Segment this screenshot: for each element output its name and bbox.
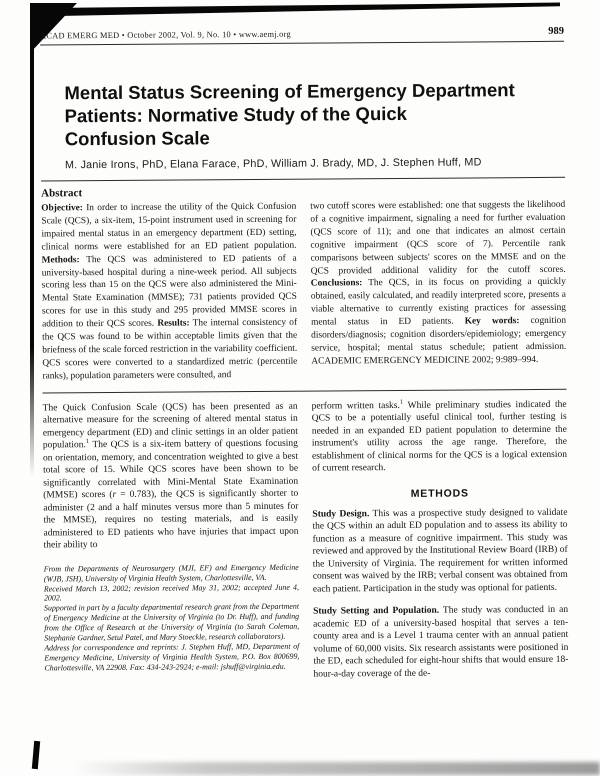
continuation-paragraph: perform written tasks.$^1$ While preliminary studies indicated the QCS to be a potentially useful clinical tool, further testing is needed in an expanded ED patient population to determine the instrument's utility across the age range. Therefore, the establishment of clinical norms for the QCS is a logical extension of current research. (311, 398, 568, 474)
body-column-left (43, 400, 300, 682)
scan-bottom-left-artifact (32, 741, 40, 769)
body-section (43, 398, 569, 682)
article-title (64, 78, 564, 150)
methods-heading: METHODS (410, 487, 469, 500)
title-line-2: Patients: Normative Study of the Quick (64, 102, 408, 127)
abstract-heading: Abstract (41, 187, 83, 200)
abstract-columns (41, 199, 566, 383)
title-line-3: Confusion Scale (64, 127, 210, 150)
title-line-1: Mental Status Screening of Emergency Department (64, 79, 515, 104)
footnote-block (44, 562, 300, 673)
divider-below-abstract (43, 388, 567, 393)
abstract-section (41, 184, 566, 383)
footnote-affiliation: From the Departments of Neurosurgery (MJI, EF) and Emergency Medicine (WJB, JSH), University of Virginia Health System, Charlottesville, VA. (43, 562, 299, 584)
article-page (40, 26, 569, 683)
scan-left-edge-artifact (30, 46, 34, 476)
footnote-support: Supported in part by a faculty departmental research grant from the Department of Emergency Medicine at the University of Virginia (to Dr. Huff), and funding from the Office of Research at the University of Virginia (to Sarah Coleman, Stephanie Gardner, Setul Patel, and Mary Stoeckle, research collaborators). (44, 601, 300, 643)
study-design-paragraph: Study Design. This was a prospective study designed to validate the QCS within an adult ED population and to assess its ability to function as a measure of cognitive impairment. This study was reviewed and approved by the Institutional Review Board (IRB) of the University of Virginia. The requirement for written informed consent was waived by the IRB; verbal consent was obtained from each patient. Participation in the study was optional for patients. (312, 507, 568, 595)
study-setting-paragraph: Study Setting and Population. The study was conducted in an academic ED of a university-based hospital that serves a ten-county area and is a Level 1 trauma center with an annual patient volume of 60,000 visits. Six research assistants were positioned in the ED, each scheduled for eight-hour shifts that would ensure 18-hour-a-day coverage of the de- (313, 604, 569, 680)
abstract-column-left: Objective: In order to increase the utility of the Quick Confusion Scale (QCS), a six-item, 15-point instrument used in screening for impaired mental status in an emergency department (ED) setting, clinical norms were established for an ED patient population. Methods: The QCS was administered to ED patients of a university-based hospital during a nine-week period. All subjects scoring less than 15 on the QCS were also administered the Mini-Mental State Examination (MMSE); 731 patients provided QCS scores for use in this study and 295 provided MMSE scores in addition to their QCS scores. Results: The internal consistency of the QCS was found to be within acceptable limits given that the briefness of the scale forced restriction in the variability coefficient. QCS scores were converted to a standardized metric (percentile ranks), population parameters were consulted, and (41, 201, 298, 382)
abstract-column-right: two cutoff scores were established: one that suggests the likelihood of a cognitive impairment, signaling a need for further evaluation (QCS score of 11); and one that indicates an almost certain cognitive impairment (QCS score of 7). Percentile rank comparisons between subjects' scores on the MMSE and on the QCS provided additional validity for the cutoff scores. Conclusions: The QCS, in its focus on providing a quickly obtained, easily calculated, and readily interpreted score, presents a viable alternative to currently existing practices for assessing mental status in ED patients. Key words: cognition disorders/diagnosis; cognition disorders/epidemiology; emergency service, hospital; mental status schedule; patient admission. ACADEMIC EMERGENCY MEDICINE 2002; 9:989–994. (310, 199, 567, 367)
footnote-correspondence: Address for correspondence and reprints: J. Stephen Huff, MD, Department of Emergency Medicine, University of Virginia Health System, P.O. Box 800699, Charlottesville, VA 22908. Fax: 434-243-2924; e-mail: jshuff@virginia.edu. (44, 641, 300, 673)
page-number: 989 (548, 25, 565, 37)
body-column-right (312, 398, 569, 680)
journal-citation: ACAD EMERG MED • October 2002, Vol. 9, No. 10 • www.aemj.org (40, 29, 291, 41)
author-byline: M. Janie Irons, PhD, Elana Farace, PhD, William J. Brady, MD, J. Stephen Huff, MD (64, 156, 482, 172)
introduction-paragraph: The Quick Confusion Scale (QCS) has been presented as an alternative measure for the screening of altered mental status in emergency department (ED) and clinic settings in an older patient population.$^1$ The QCS is a six-item battery of questions focusing on orientation, memory, and concentration weighted to give a best total score of 15. While QCS scores have been shown to be significantly correlated with Mini-Mental State Examination (MMSE) scores (r = 0.783), the QCS is significantly shorter to administer (2 and a half minutes versus more than 5 minutes for the MMSE), requires no testing materials, and is easily administered to ED patients who have injuries that impact upon their ability to (42, 401, 299, 551)
footnote-received: Received March 13, 2002; revision received May 31, 2002; accepted June 4, 2002. (43, 582, 299, 603)
scan-top-edge-artifact (58, 2, 560, 16)
page-bottom-shadow (72, 762, 600, 775)
divider-above-abstract (41, 177, 565, 182)
running-head (40, 26, 564, 46)
